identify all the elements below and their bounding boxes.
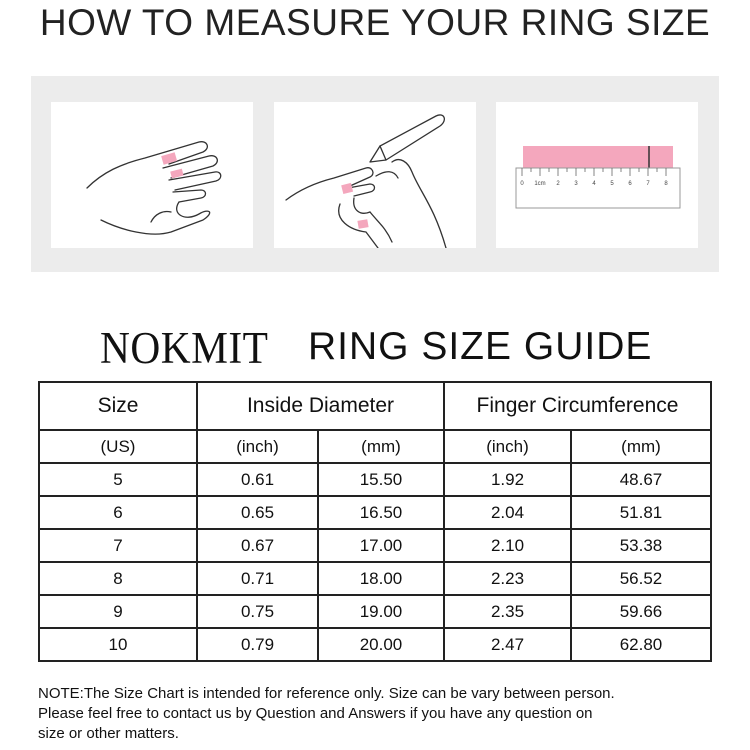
- cell-size: 6: [39, 496, 197, 529]
- cell-circumference-inch: 2.10: [444, 529, 571, 562]
- ruler-measuring-strip-icon: [496, 102, 698, 248]
- cell-diameter-inch: 0.79: [197, 628, 318, 661]
- unit-cell: (inch): [197, 430, 318, 463]
- cell-circumference-inch: 2.47: [444, 628, 571, 661]
- cell-diameter-mm: 18.00: [318, 562, 444, 595]
- cell-size: 9: [39, 595, 197, 628]
- hand-with-ring-marker-icon: [51, 102, 253, 248]
- unit-cell: (inch): [444, 430, 571, 463]
- cell-size: 10: [39, 628, 197, 661]
- cell-diameter-inch: 0.61: [197, 463, 318, 496]
- table-row: [39, 628, 711, 661]
- unit-cell: (mm): [318, 430, 444, 463]
- note-line: size or other matters.: [38, 725, 179, 742]
- hand-marking-finger-with-pen-icon: [274, 102, 476, 248]
- table-row: [39, 496, 711, 529]
- cell-size: 5: [39, 463, 197, 496]
- ruler-label: 6: [628, 181, 632, 187]
- table-row: [39, 595, 711, 628]
- cell-circumference-mm: 56.52: [571, 562, 711, 595]
- guide-title: RING SIZE GUIDE: [308, 325, 653, 368]
- header-finger-circumference: Finger Circumference: [444, 382, 711, 430]
- unit-cell: (US): [39, 430, 197, 463]
- step-1-card: [51, 102, 253, 248]
- cell-diameter-mm: 15.50: [318, 463, 444, 496]
- cell-size: 7: [39, 529, 197, 562]
- cell-circumference-inch: 2.35: [444, 595, 571, 628]
- ruler-label: 8: [664, 181, 668, 187]
- ring-size-table: [38, 381, 712, 662]
- ruler-label: 2: [556, 181, 560, 187]
- unit-cell: (mm): [571, 430, 711, 463]
- cell-circumference-mm: 48.67: [571, 463, 711, 496]
- cell-circumference-mm: 51.81: [571, 496, 711, 529]
- ruler-label: 3: [574, 181, 578, 187]
- cell-circumference-inch: 2.23: [444, 562, 571, 595]
- cell-diameter-inch: 0.75: [197, 595, 318, 628]
- cell-circumference-inch: 2.04: [444, 496, 571, 529]
- ruler-label: 5: [610, 181, 614, 187]
- cell-diameter-mm: 17.00: [318, 529, 444, 562]
- page-title: HOW TO MEASURE YOUR RING SIZE: [39, 2, 711, 43]
- size-chart-note: [38, 684, 738, 744]
- step-2-card: [274, 102, 476, 248]
- cell-circumference-mm: 59.66: [571, 595, 711, 628]
- ruler-label: 1cm: [534, 181, 546, 187]
- cell-size: 8: [39, 562, 197, 595]
- cell-diameter-inch: 0.65: [197, 496, 318, 529]
- note-line: NOTE:The Size Chart is intended for reference only. Size can be vary between person.: [38, 685, 615, 702]
- cell-diameter-inch: 0.71: [197, 562, 318, 595]
- cell-diameter-mm: 20.00: [318, 628, 444, 661]
- ruler-label: 7: [646, 181, 650, 187]
- table-units-row: [39, 430, 711, 463]
- table-row: [39, 463, 711, 496]
- cell-diameter-inch: 0.67: [197, 529, 318, 562]
- measurement-steps-panel: [31, 76, 719, 272]
- cell-circumference-mm: 62.80: [571, 628, 711, 661]
- cell-circumference-inch: 1.92: [444, 463, 571, 496]
- header-inside-diameter: Inside Diameter: [197, 382, 444, 430]
- cell-circumference-mm: 53.38: [571, 529, 711, 562]
- table-row: [39, 562, 711, 595]
- note-line: Please feel free to contact us by Question and Answers if you have any question on: [38, 705, 593, 722]
- header-size: Size: [39, 382, 197, 430]
- ruler-label: 4: [592, 181, 596, 187]
- table-row: [39, 529, 711, 562]
- table-header-row: [39, 382, 711, 430]
- ruler-label: 0: [520, 181, 524, 187]
- cell-diameter-mm: 19.00: [318, 595, 444, 628]
- brand-name: NOKMIT: [100, 323, 269, 373]
- step-3-card: [496, 102, 698, 248]
- cell-diameter-mm: 16.50: [318, 496, 444, 529]
